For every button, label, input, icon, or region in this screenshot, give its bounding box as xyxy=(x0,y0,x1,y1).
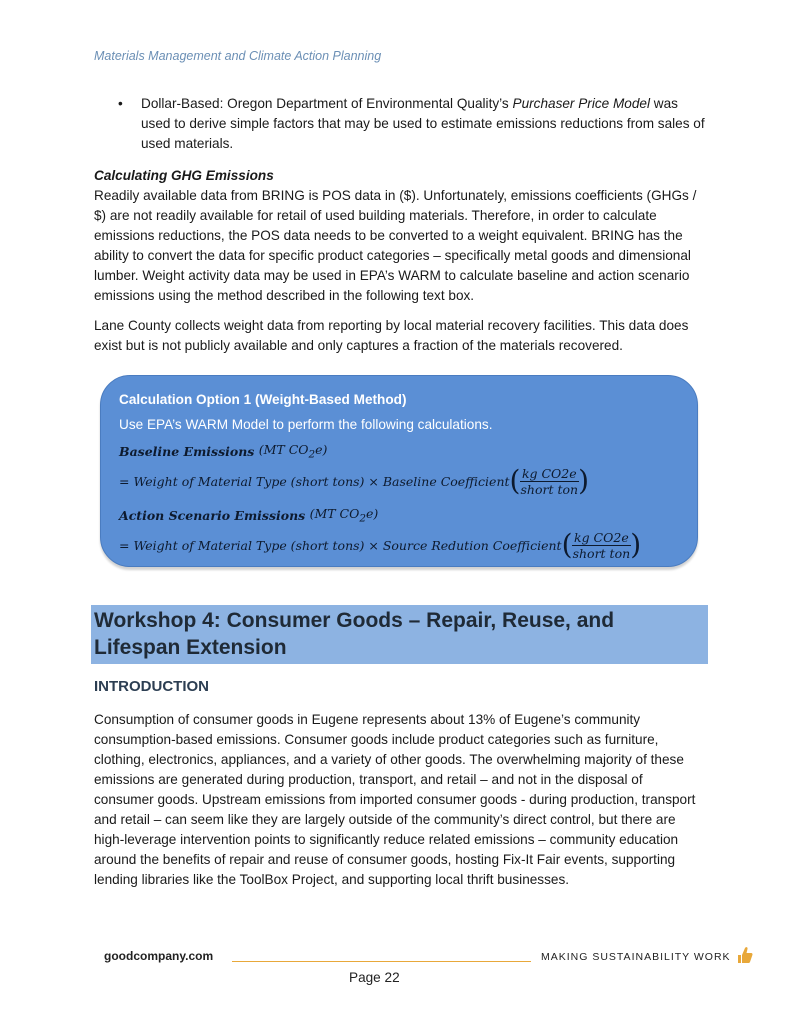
baseline-formula xyxy=(119,463,679,499)
calc-paragraph-1: Readily available data from BRING is POS data in ($). Unfortunately, emissions coefficients (GHGs / $) are not readily available for retail of used building materials. Therefore, in order to calculate emissions reductions, the POS data needs to be converted to a weight equivalent. BRING has the ability to convert the data for specific product categories – specifically metal goods and dimensional lumber. Weight activity data may be used in EPA’s WARM to calculate baseline and action scenario emissions using the method described in the following text box. xyxy=(94,188,697,303)
action-fraction: ( kg CO2e short ton ) xyxy=(561,527,642,561)
calculation-box xyxy=(100,375,698,567)
running-header: Materials Management and Climate Action Planning xyxy=(94,49,382,63)
intro-paragraph: Consumption of consumer goods in Eugene represents about 13% of Eugene’s community consumption-based emissions. Consumer goods include product categories such as furniture, clothing, electronics, appliances, and a variety of other goods. The overwhelming majority of these emissions are generated during production, transport, and retail – and not in the disposal of consumer goods. Upstream emissions from imported consumer goods - during production, transport and retail – can seem like they are largely outside of the community’s direct control, but there are high-leverage intervention points to significantly reduce related emissions – community education around the benefits of repair and reuse of consumer goods, hosting Fix-It Fair events, supporting lending libraries like the ToolBox Project, and supporting local thrift businesses. xyxy=(94,712,696,887)
bullet-italic: Purchaser Price Model xyxy=(512,96,651,111)
action-formula-text: = Weight of Material Type (short tons) × Source Redution Coefficient xyxy=(119,537,562,553)
fraction-numerator: kg CO2e xyxy=(521,465,577,481)
footer-brand: goodcompany.com xyxy=(104,949,214,963)
calc-heading: Calculating GHG Emissions xyxy=(94,168,274,183)
calc-box-intro: Use EPA’s WARM Model to perform the following calculations. xyxy=(119,417,493,432)
action-label: Action Scenario Emissions xyxy=(119,507,306,523)
fraction-denominator: short ton xyxy=(572,545,631,561)
calc-paragraph-2: Lane County collects weight data from reporting by local material recovery facilities. This data does exist but is not publicly available and only captures a fraction of the materials recovered. xyxy=(94,318,689,353)
action-formula xyxy=(119,527,679,563)
section-title: Workshop 4: Consumer Goods – Repair, Reuse, and Lifespan Extension xyxy=(91,605,708,664)
calc-box-title: Calculation Option 1 (Weight-Based Method) xyxy=(119,392,407,407)
intro-heading: INTRODUCTION xyxy=(94,678,209,695)
action-heading xyxy=(119,503,679,527)
thumbs-up-icon xyxy=(737,946,753,964)
bullet-marker: • xyxy=(118,96,123,111)
bullet-text-end: was used to derive simple factors that may be used to estimate emissions reductions from sales of used materials. xyxy=(141,96,705,151)
footer-tagline: MAKING SUSTAINABILITY WORK xyxy=(541,951,731,963)
action-unit: (MT $CO_2e$) xyxy=(309,505,379,525)
page-number: Page 22 xyxy=(349,970,400,985)
baseline-fraction: ( kg CO2e short ton ) xyxy=(509,463,590,497)
baseline-label: Baseline Emissions xyxy=(119,443,255,459)
document-body xyxy=(94,94,706,366)
fraction-numerator: kg CO2e xyxy=(574,529,629,545)
fraction-denominator: short ton xyxy=(520,481,579,497)
footer-divider xyxy=(232,961,531,962)
bullet-item xyxy=(94,94,706,154)
baseline-unit: (MT $CO_2e$) xyxy=(258,441,328,461)
baseline-formula-text: = Weight of Material Type (short tons) × Baseline Coefficient xyxy=(119,473,510,489)
baseline-heading xyxy=(119,439,679,463)
bullet-text: Dollar-Based: Oregon Department of Environmental Quality’s xyxy=(141,96,513,111)
